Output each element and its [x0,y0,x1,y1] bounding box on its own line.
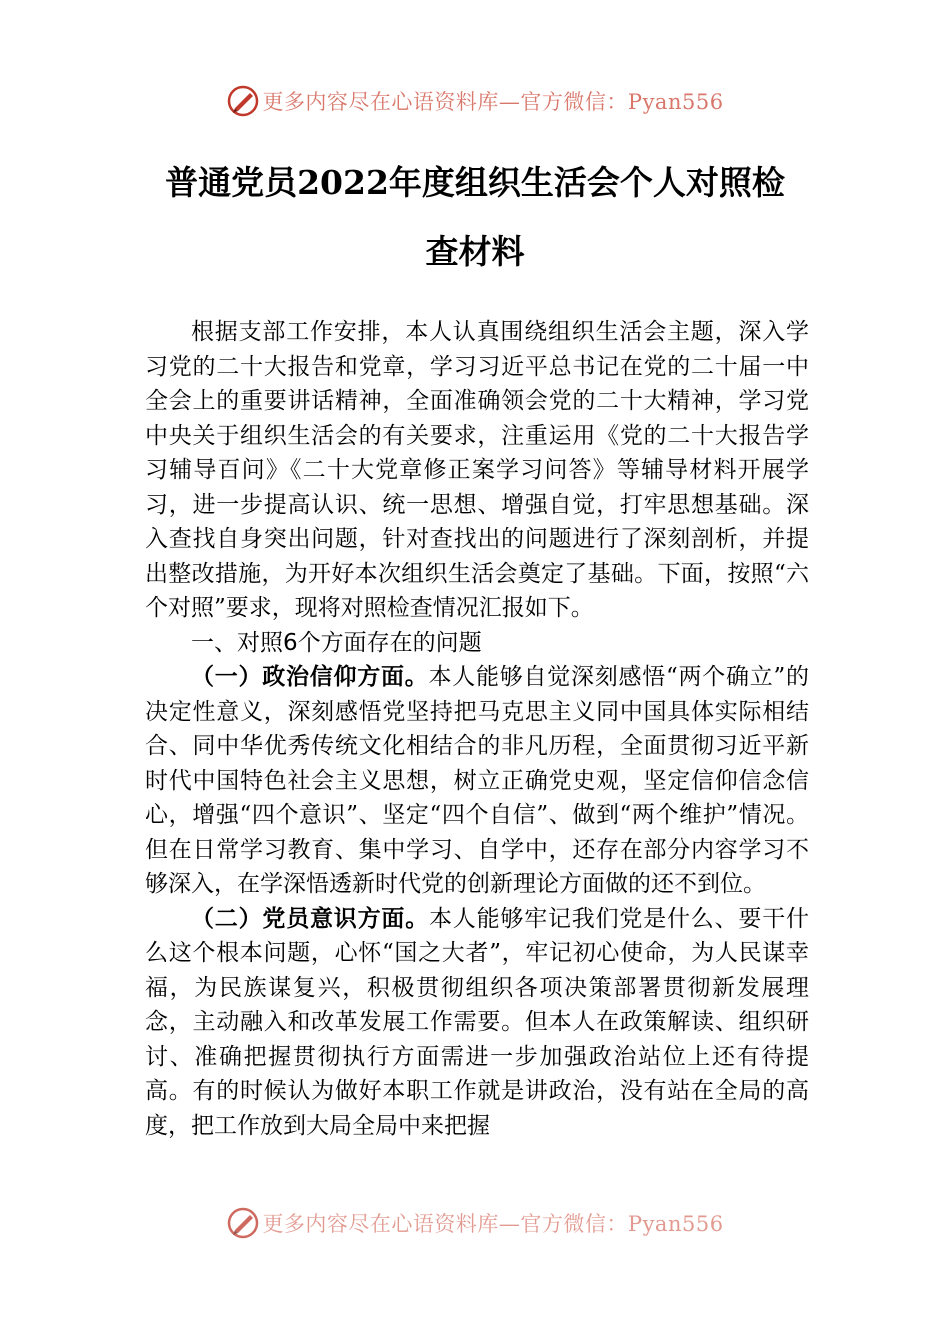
watermark-text: 更多内容尽在心语资料库—官方微信：Pyan556 [262,1212,724,1236]
document-title-line2: 查材料 [425,232,525,271]
document-body [145,315,809,1144]
pen-seal-logo-icon [226,1206,260,1240]
watermark-text: 更多内容尽在心语资料库—官方微信：Pyan556 [262,90,724,114]
watermark-banner-bottom [0,1205,950,1241]
subsection-lead-1: （一）政治信仰方面。 [191,663,429,690]
subsection-text-1: 本人能够自觉深刻感悟“两个确立”的决定性意义，深刻感悟党坚持把马克思主义同中国具体实际相结合、同中华优秀传统文化相结合的非凡历程，全面贯彻习近平新时代中国特色社会主义思想，树立正确党史观，坚定信仰信念信心，增强“四个意识”、坚定“四个自信”、做到“两个维护”情况。但在日常学习教育、集中学习、自学中，还存在部分内容学习不够深入，在学深悟透新时代党的创新理论方面做的还不到位。 [145,664,809,897]
subsection-paragraph-2 [145,902,809,1144]
watermark-banner-top [0,83,950,119]
subsection-paragraph-1 [145,660,809,902]
pen-seal-logo-icon [226,84,260,118]
intro-paragraph: 根据支部工作安排，本人认真围绕组织生活会主题，深入学习党的二十大报告和党章，学习习近平总书记在党的二十届一中全会上的重要讲话精神，全面准确领会党的二十大精神，学习党中央关于组织生活会的有关要求，注重运用《党的二十大报告学习辅导百问》《二十大党章修正案学习问答》等辅导材料开展学习，进一步提高认识、统一思想、增强自觉，打牢思想基础。深入查找自身突出问题，针对查找出的问题进行了深刻剖析，并提出整改措施，为开好本次组织生活会奠定了基础。下面，按照“六个对照”要求，现将对照检查情况汇报如下。 [145,319,809,621]
subsection-lead-2: （二）党员意识方面。 [191,904,429,932]
section-heading: 一、对照6个方面存在的问题 [191,629,482,656]
document-title-line1: 普通党员2022年度组织生活会个人对照检 [165,163,785,202]
subsection-text-2: 本人能够牢记我们党是什么、要干什么这个根本问题，心怀“国之大者”，牢记初心使命，为人民谋幸福，为民族谋复兴，积极贯彻组织各项决策部署贯彻新发展理念，主动融入和改革发展工作需要。但本人在政策解读、组织研讨、准确把握贯彻执行方面需进一步加强政治站位上还有待提高。有的时候认为做好本职工作就是讲政治，没有站在全局的高度，把工作放到大局全局中来把握 [145,905,809,1139]
